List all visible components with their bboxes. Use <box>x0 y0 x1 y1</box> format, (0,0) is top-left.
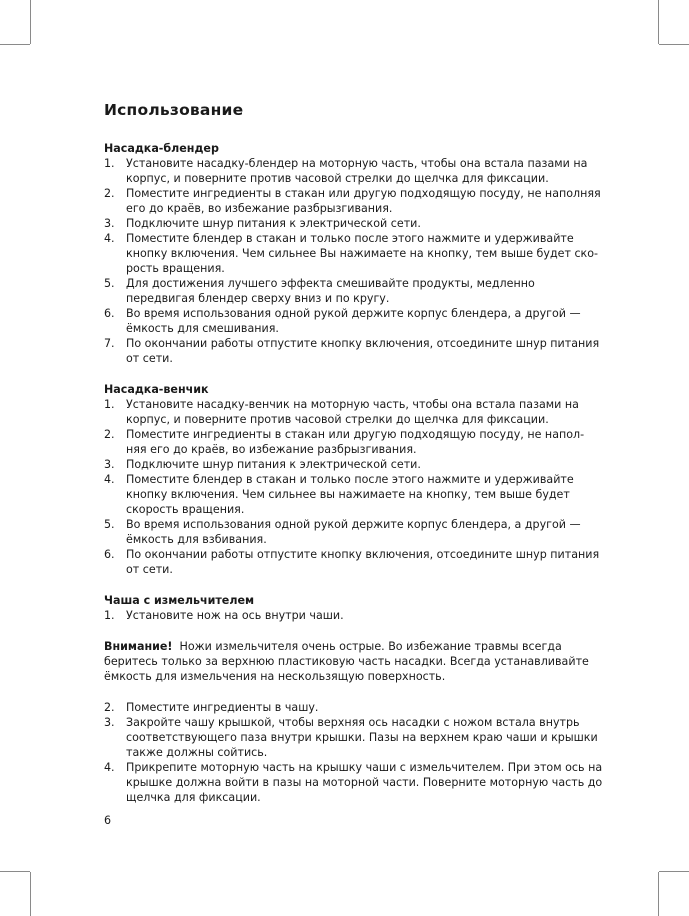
step-text: Во время использования одной рукой держите корпус блендера, а другой — ёмкость для взбивания. <box>126 518 581 546</box>
step-text: Поместите блендер в стакан и только после этого нажмите и удерживайте кнопку включения. Чем сильнее вы нажимаете на кнопку, тем выше будет скорость вращения. <box>126 473 574 516</box>
step-number: 4. <box>104 473 115 486</box>
chopper-steps-rest <box>104 700 604 805</box>
step-number: 5. <box>104 518 115 531</box>
step-text: Поместите ингредиенты в стакан или другую подходящую посуду, не наполняя его до краёв, во избежание разбрызгивания. <box>126 187 601 215</box>
whisk-steps <box>104 397 604 577</box>
blender-steps <box>104 156 604 366</box>
warning-label: Внимание! <box>104 640 173 653</box>
step-number: 7. <box>104 337 115 350</box>
list-item <box>104 715 604 760</box>
step-number: 6. <box>104 548 115 561</box>
list-item <box>104 427 604 457</box>
step-text: Поместите ингредиенты в чашу. <box>126 701 319 714</box>
step-text: По окончании работы отпустите кнопку включения, отсоедините шнур питания от сети. <box>126 337 600 365</box>
crop-mark-top-right <box>658 0 659 44</box>
step-number: 2. <box>104 428 115 441</box>
blender-heading: Насадка-блендер <box>104 142 219 155</box>
page-content <box>104 101 604 805</box>
list-item <box>104 547 604 577</box>
step-text: Установите нож на ось внутри чаши. <box>126 609 344 622</box>
chopper-steps-first <box>104 608 604 623</box>
list-item <box>104 336 604 366</box>
step-number: 1. <box>104 157 115 170</box>
step-text: Прикрепите моторную часть на крышку чаши с измельчителем. При этом ось на крышке должна войти в пазы на моторной части. Поверните моторную часть до щелчка для фиксации. <box>126 761 603 804</box>
chopper-heading: Чаша с измельчителем <box>104 594 255 607</box>
step-text: Поместите ингредиенты в стакан или другую подходящую посуду, не напол-няя его до краёв, во избежание разбрызгивания. <box>126 428 585 456</box>
warning-text: Ножи измельчителя очень острые. Во избежание травмы всегда беритесь только за верхнюю пластиковую часть насадки. Всегда устанавливайте ёмкость для измельчения на нескользящую поверхность. <box>104 640 589 683</box>
list-item <box>104 700 604 715</box>
step-number: 2. <box>104 187 115 200</box>
whisk-heading: Насадка-венчик <box>104 383 209 396</box>
step-text: Установите насадку-блендер на моторную часть, чтобы она встала пазами на корпус, и поверните против часовой стрелки до щелчка для фиксации. <box>126 157 588 185</box>
list-item <box>104 186 604 216</box>
crop-mark-bottom-right <box>659 871 689 872</box>
step-text: Закройте чашу крышкой, чтобы верхняя ось насадки с ножом встала внутрь соответствующего паза внутри крышки. Пазы на верхнем краю чаши и крышки также должны сойтись. <box>126 716 598 759</box>
list-item <box>104 156 604 186</box>
list-item <box>104 306 604 336</box>
step-number: 4. <box>104 761 115 774</box>
page-number: 6 <box>104 814 112 827</box>
list-item <box>104 457 604 472</box>
list-item <box>104 760 604 805</box>
crop-mark-bottom-left <box>30 872 31 916</box>
whisk-section <box>104 382 604 577</box>
step-text: Поместите блендер в стакан и только после этого нажмите и удерживайте кнопку включения. Чем сильнее Вы нажимаете на кнопку, тем выше будет ско-рость вращения. <box>126 232 599 275</box>
step-number: 3. <box>104 217 115 230</box>
step-text: Во время использования одной рукой держите корпус блендера, а другой — ёмкость для смешивания. <box>126 307 581 335</box>
step-text: По окончании работы отпустите кнопку включения, отсоедините шнур питания от сети. <box>126 548 600 576</box>
list-item <box>104 216 604 231</box>
chopper-section <box>104 593 604 805</box>
list-item <box>104 397 604 427</box>
crop-mark-top-left <box>0 44 30 45</box>
blender-section <box>104 141 604 366</box>
list-item <box>104 608 604 623</box>
crop-mark-top-right <box>659 44 689 45</box>
step-number: 1. <box>104 609 115 622</box>
list-item <box>104 276 604 306</box>
step-number: 3. <box>104 458 115 471</box>
list-item <box>104 472 604 517</box>
step-number: 3. <box>104 716 115 729</box>
step-text: Подключите шнур питания к электрической сети. <box>126 458 421 471</box>
step-number: 4. <box>104 232 115 245</box>
crop-mark-bottom-right <box>658 872 659 916</box>
step-number: 2. <box>104 701 115 714</box>
step-text: Установите насадку-венчик на моторную часть, чтобы она встала пазами на корпус, и поверните против часовой стрелки до щелчка для фиксации. <box>126 398 579 426</box>
step-text: Подключите шнур питания к электрической сети. <box>126 217 421 230</box>
list-item <box>104 517 604 547</box>
page-title: Использование <box>104 101 244 119</box>
warning-note <box>104 639 604 684</box>
step-number: 1. <box>104 398 115 411</box>
step-number: 6. <box>104 307 115 320</box>
list-item <box>104 231 604 276</box>
crop-mark-top-left <box>30 0 31 44</box>
step-number: 5. <box>104 277 115 290</box>
crop-mark-bottom-left <box>0 871 30 872</box>
step-text: Для достижения лучшего эффекта смешивайте продукты, медленно передвигая блендер сверху вниз и по кругу. <box>126 277 535 305</box>
